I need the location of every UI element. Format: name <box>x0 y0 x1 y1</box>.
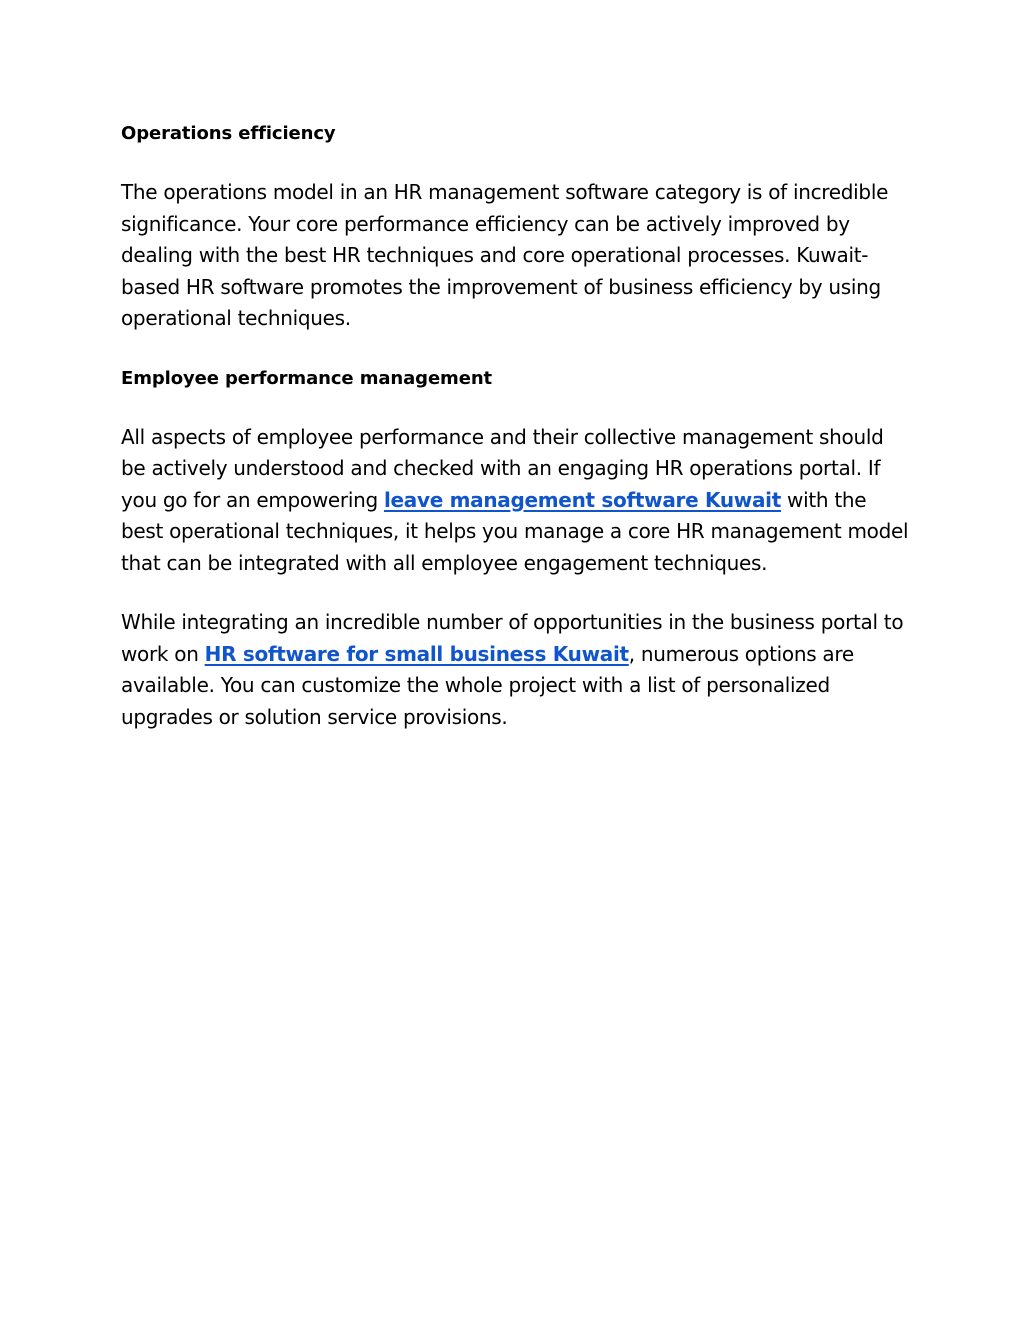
link-leave-management-software[interactable]: leave management software Kuwait <box>383 487 781 512</box>
paragraph-text: All aspects of employee performance and their collective management should be actively understood and checked with an engaging HR operations portal. If you go for an empowering <box>121 424 884 512</box>
heading-operations-efficiency: Operations efficiency <box>121 123 336 144</box>
heading-employee-performance: Employee performance management <box>121 367 493 389</box>
paragraph-text: , numerous options are available. You can customize the whole project with a list of personalized upgrades or solution service provisions. <box>121 641 854 729</box>
spacer <box>121 335 911 363</box>
link-hr-software-small-business[interactable]: HR software for small business Kuwait <box>204 641 629 666</box>
spacer <box>121 149 911 177</box>
paragraph-operations-model: The operations model in an HR management software category is of incredible significance. Your core performance efficiency can be actively improved by dealing with the best HR techniques and core operational processes. Kuwait-based HR software promotes the improvement of business efficiency by using operational techniques. <box>121 180 889 330</box>
paragraph-text: with the best operational techniques, it helps you manage a core HR management model that can be integrated with all employee engagement techniques. <box>121 487 909 575</box>
spacer <box>121 394 911 422</box>
document-content <box>121 118 911 733</box>
paragraph-text: While integrating an incredible number of opportunities in the business portal to work on <box>121 610 904 666</box>
paragraph-employee-performance <box>121 422 911 580</box>
paragraph-integrating-opportunities <box>121 607 911 733</box>
spacer <box>121 579 911 607</box>
